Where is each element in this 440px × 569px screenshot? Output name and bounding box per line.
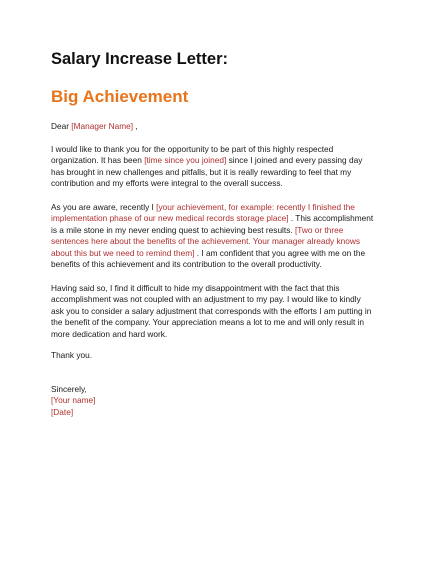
date-placeholder: [Date]: [51, 406, 74, 417]
paragraph-2-line: benefits of this achievement and its contribution to the overall productivity.: [51, 259, 322, 270]
paragraph-3-line: more dedication and hard work.: [51, 328, 168, 339]
achievement-placeholder: [your achievement, for example: recently I finished the: [156, 202, 355, 212]
benefits-placeholder: [Two or three: [294, 224, 344, 235]
paragraph-1-line: contribution and my efforts were integral to the overall success.: [51, 178, 283, 189]
paragraph-3-line: the benefit of the company. Your appreciation means a lot to me and will only result in: [51, 317, 365, 328]
benefits-placeholder: about this but we need to remind them]: [51, 247, 195, 258]
paragraph-1-text: organization. It has been: [51, 155, 145, 166]
paragraph-2-text: . This accomplishment: [288, 213, 374, 224]
paragraph-2-text: . I am confident that you agree with me on the: [194, 247, 366, 258]
paragraph-3-line: Having said so, I find it difficult to hide my disappointment with the fact that this: [51, 283, 340, 293]
closing-block: [51, 384, 386, 418]
achievement-placeholder: implementation phase of our new medical records storage place]: [51, 213, 289, 224]
your-name-placeholder: [Your name]: [51, 395, 96, 406]
paragraph-2-text: As you are aware, recently I: [51, 202, 157, 212]
thanks-text: Thank you.: [51, 350, 93, 360]
paragraph-1: [51, 144, 386, 190]
greeting: [51, 121, 386, 132]
sincerely-text: Sincerely,: [51, 384, 87, 394]
greeting-prefix: Dear: [51, 121, 72, 131]
thanks-line: [51, 350, 386, 361]
letter-title: Salary Increase Letter:: [51, 50, 229, 68]
manager-name-placeholder: [Manager Name]: [71, 121, 134, 131]
paragraph-2-text: is a mile stone in my never ending quest to achieving best results.: [51, 224, 295, 235]
paragraph-1-line: I would like to thank you for the opportunity to be part of this highly respected: [51, 144, 334, 154]
paragraph-3-line: ask you to consider a salary adjustment that corresponds with the efforts I am putting in: [51, 305, 372, 316]
paragraph-2: [51, 202, 386, 270]
time-since-joined-placeholder: [time since you joined]: [144, 155, 227, 166]
paragraph-3: [51, 283, 386, 340]
greeting-suffix: ,: [133, 121, 138, 131]
paragraph-1-line: has brought in new challenges and pitfalls, but it is really rewarding to feel that my: [51, 166, 352, 177]
letter-heading: Big Achievement: [51, 87, 189, 106]
paragraph-1-text: since I joined and every passing day: [226, 155, 363, 166]
paragraph-3-line: accomplishment was not coupled with an adjustment to my pay. I would like to kindly: [51, 294, 361, 305]
benefits-placeholder: sentences here about the benefits of the achievement. Your manager already knows: [51, 236, 361, 247]
